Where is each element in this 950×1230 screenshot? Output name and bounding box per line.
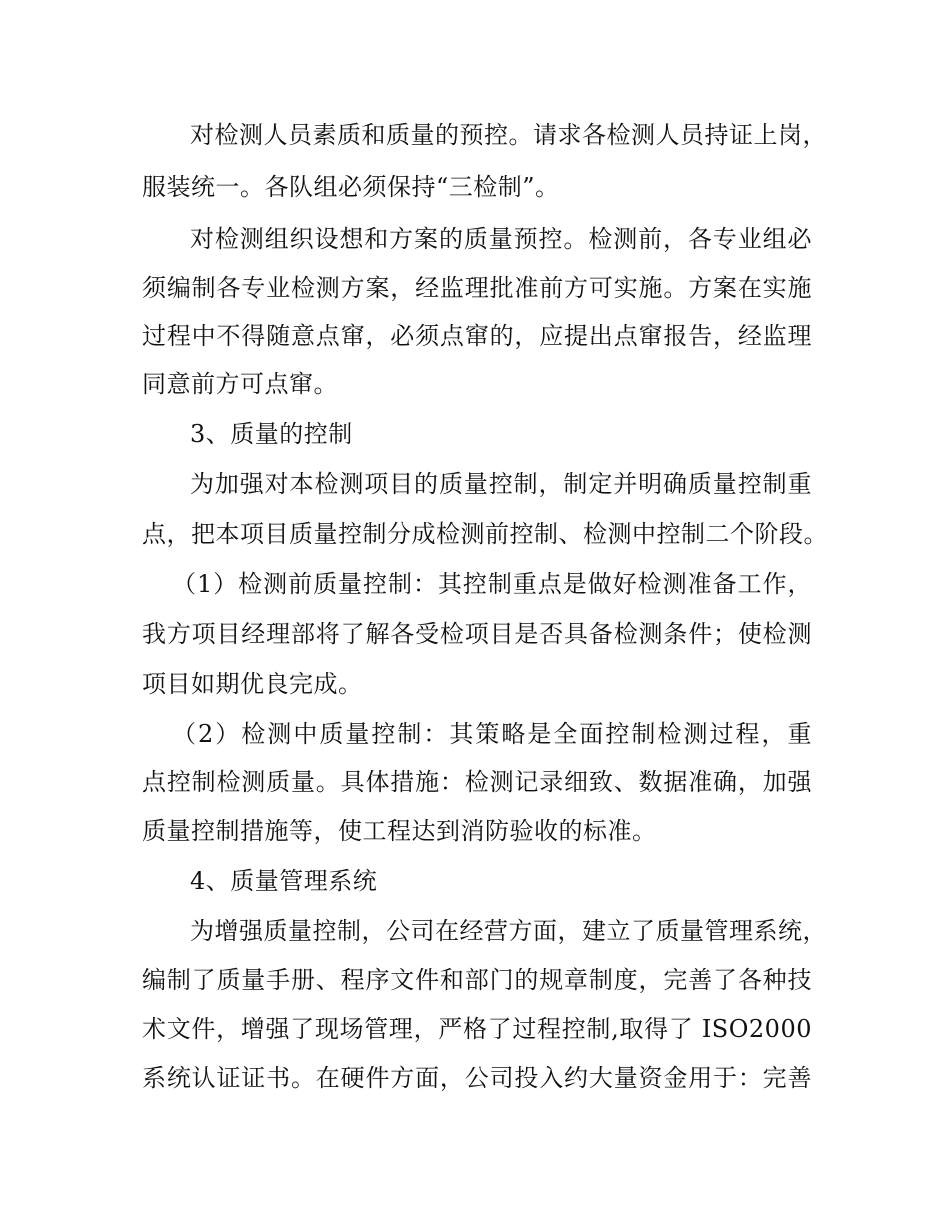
text-line: 点控制检测质量。具体措施：检测记录细致、数据准确，加强	[142, 768, 812, 796]
text-line: 为增强质量控制，公司在经营方面，建立了质量管理系统，	[190, 917, 827, 945]
text-line: 编制了质量手册、程序文件和部门的规章制度，完善了各种技	[142, 966, 812, 994]
text-line: 同意前方可点窜。	[142, 370, 338, 398]
text-line: 我方项目经理部将了解各受检项目是否具备检测条件；使检测	[142, 620, 812, 648]
section-heading: 4、质量管理系统	[190, 867, 378, 895]
text-line: （1）检测前质量控制：其控制重点是做好检测准备工作，	[172, 570, 812, 598]
text-line: 质量控制措施等，使工程达到消防验收的标准。	[142, 817, 657, 845]
section-heading: 3、质量的控制	[190, 420, 353, 448]
text-line: 服装统一。各队组必须保持“三检制”。	[142, 173, 560, 201]
text-line: （2）检测中质量控制：其策略是全面控制检测过程，重	[172, 720, 812, 748]
text-line: 为加强对本检测项目的质量控制，制定并明确质量控制重	[190, 470, 812, 498]
text-line: 须编制各专业检测方案，经监理批准前方可实施。方案在实施	[142, 274, 812, 302]
text-line: 项目如期优良完成。	[142, 670, 363, 698]
text-line: 点，把本项目质量控制分成检测前控制、检测中控制二个阶段。	[142, 520, 828, 548]
text-line: 对检测人员素质和质量的预控。请求各检测人员持证上岗，	[190, 121, 827, 149]
text-line: 术文件，增强了现场管理，严格了过程控制,取得了 ISO2000	[142, 1015, 812, 1043]
text-line: 过程中不得随意点窜，必须点窜的，应提出点窜报告，经监理	[142, 322, 812, 350]
text-line: 系统认证证书。在硬件方面，公司投入约大量资金用于：完善	[142, 1064, 812, 1092]
text-line: 对检测组织设想和方案的质量预控。检测前，各专业组必	[190, 225, 812, 253]
